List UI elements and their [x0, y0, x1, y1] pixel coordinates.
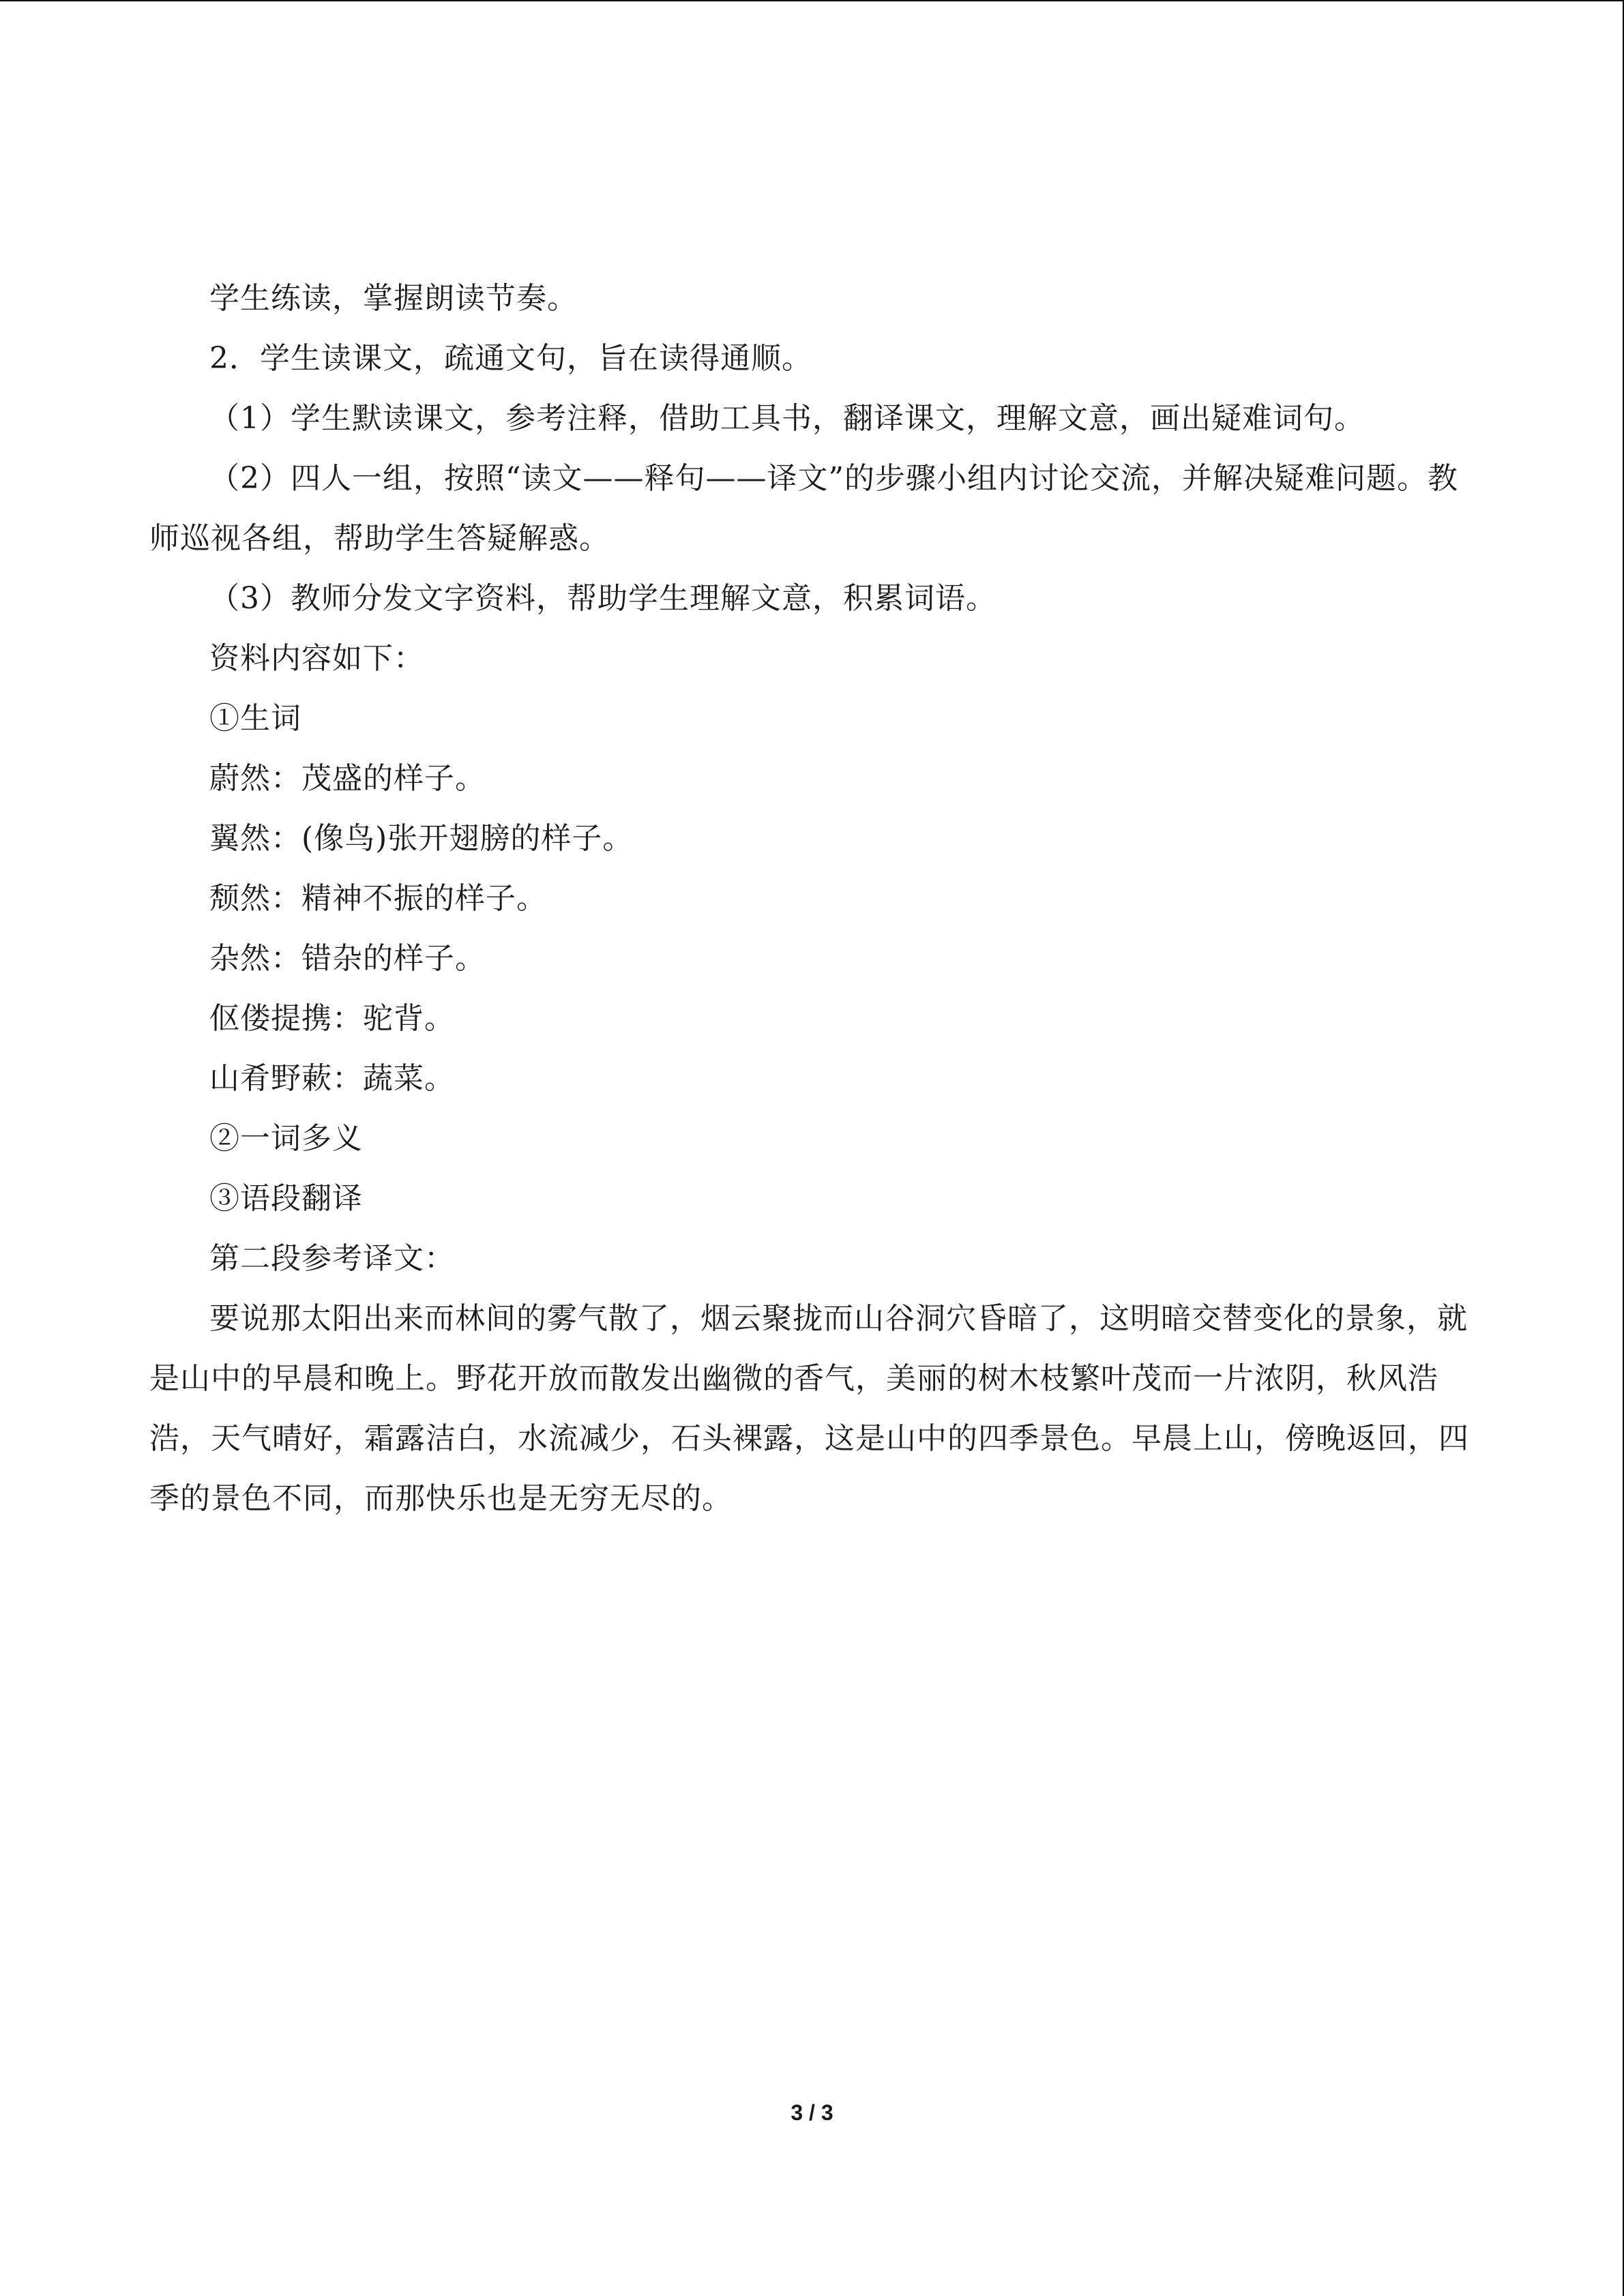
- paragraph: 伛偻提携：驼背。: [209, 1001, 455, 1036]
- paragraph: （1）学生默读课文，参考注释，借助工具书，翻译课文，理解文意，画出疑难词句。: [209, 401, 1365, 436]
- page-number: 3 / 3: [791, 2100, 833, 2125]
- paragraph: 山肴野蔌：蔬菜。: [209, 1061, 455, 1096]
- paragraph: 资料内容如下：: [209, 641, 424, 676]
- paragraph: 翼然：(像鸟)张开翅膀的样子。: [209, 821, 634, 856]
- document-body: [149, 269, 1476, 1529]
- paragraph: 要说那太阳出来而林间的雾气散了，烟云聚拢而山谷洞穴昏暗了，这明暗交替变化的景象，就是山中的早晨和晚上。野花开放而散发出幽微的香气，美丽的树木枝繁叶茂而一片浓阴，秋风浩浩，天气晴好，霜露洁白，水流减少，石头裸露，这是山中的四季景色。早晨上山，傍晚返回，四季的景色不同，而那快乐也是无穷无尽的。: [149, 1301, 1469, 1516]
- paragraph: ③语段翻译: [209, 1181, 363, 1216]
- paragraph: ②一词多义: [209, 1121, 363, 1156]
- paragraph: （2）四人一组，按照“读文——释句——译文”的步骤小组内讨论交流，并解决疑难问题。教师巡视各组，帮助学生答疑解惑。: [149, 461, 1458, 556]
- paragraph: 学生练读，掌握朗读节奏。: [209, 281, 578, 316]
- paragraph: （3）教师分发文字资料，帮助学生理解文意，积累词语。: [209, 581, 996, 616]
- paragraph: ①生词: [209, 701, 301, 736]
- paragraph: 杂然：错杂的样子。: [209, 941, 486, 976]
- paragraph: 蔚然：茂盛的样子。: [209, 761, 486, 796]
- paragraph: 颓然：精神不振的样子。: [209, 881, 547, 916]
- paragraph: 第二段参考译文：: [209, 1241, 455, 1276]
- paragraph: 2．学生读课文，疏通文句，旨在读得通顺。: [209, 341, 812, 376]
